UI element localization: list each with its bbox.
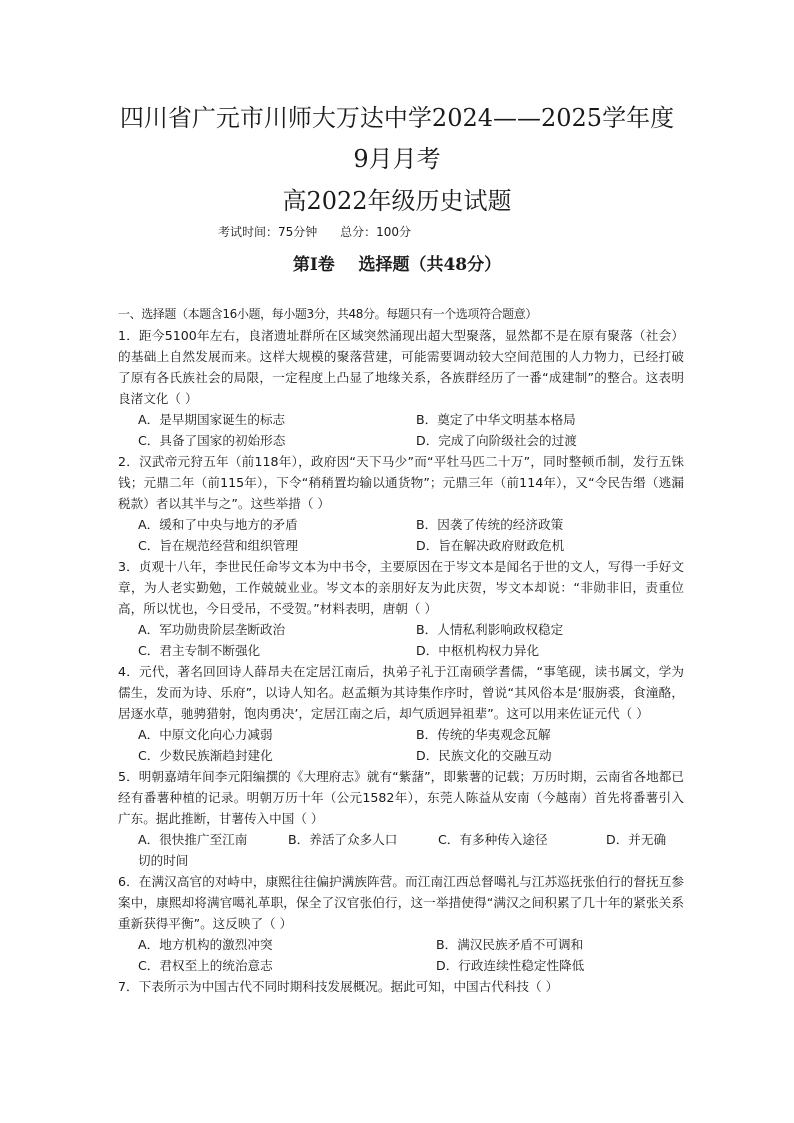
question-5-stem: 5．明朝嘉靖年间李元阳编撰的《大理府志》就有“紫藷”，即紫薯的记载；万历时期，云南省各地都已经有番薯种植的记录。明朝万历十年（公元1582年），东莞人陈益从安南（今越南）首先将番薯引入广东。据此推断，甘薯传入中国（ ）	[118, 769, 684, 826]
question-6-options-row1	[118, 934, 684, 955]
option-d[interactable]: D．并无确	[606, 832, 666, 847]
option-c[interactable]: C．旨在规范经营和组织管理	[138, 538, 298, 553]
question-2-options-row2	[118, 535, 684, 556]
option-a[interactable]: A．缓和了中央与地方的矛盾	[138, 517, 298, 532]
option-d[interactable]: D．旨在解决政府财政危机	[416, 538, 565, 553]
question-content	[118, 304, 684, 997]
option-d[interactable]: D．中枢机构权力异化	[416, 643, 540, 658]
question-1-options-row1	[118, 409, 684, 430]
option-b[interactable]: B．传统的华夷观念瓦解	[416, 727, 551, 742]
option-d[interactable]: D．行政连续性稳定性降低	[436, 958, 585, 973]
question-4-stem: 4．元代，著名回回诗人薛昂夫在定居江南后，执弟子礼于江南硕学耆儒，“事笔砚，读书属文，学为儒生，发而为诗、乐府”，以诗人知名。赵孟頫为其诗集作序时，曾说“其风俗本是‘服旃裘，食潼酪，居逐水草，驰骋猎射，饱肉勇决’，定居江南之后，却气质迥异祖辈”。这可以用来佐证元代（ ）	[118, 664, 684, 721]
question-5-options-row	[118, 829, 684, 850]
exam-meta: 考试时间：75分钟 总分：100分	[218, 225, 412, 239]
instructions: 一、选择题（本题含16小题，每小题3分，共48分。每题只有一个选项符合题意）	[118, 307, 537, 321]
exam-title-line1: 四川省广元市川师大万达中学2024——2025学年度	[119, 104, 675, 132]
question-2-stem: 2．汉武帝元狩五年（前118年），政府因“天下马少”而“平牡马匹二十万”，同时整顿币制，发行五铢钱；元鼎二年（前115年），下令“稍稍置均输以通货物”；元鼎三年（前114年），又“令民告缗（逃漏税款）者以其半与之”。这些举措（ ）	[118, 454, 684, 511]
exam-title-line2: 9月月考	[353, 145, 441, 173]
option-a[interactable]: A．很快推广至江南	[138, 832, 248, 847]
option-a[interactable]: A．是早期国家诞生的标志	[138, 412, 286, 427]
option-c[interactable]: C．君权至上的统治意志	[138, 958, 273, 973]
option-b[interactable]: B．养活了众多人口	[288, 832, 398, 847]
question-3-options-row2	[118, 640, 684, 661]
question-4-options-row2	[118, 745, 684, 766]
question-7-stem: 7．下表所示为中国古代不同时期科技发展概况。据此可知，中国古代科技（ ）	[118, 979, 559, 994]
question-6-options-row2	[118, 955, 684, 976]
option-b[interactable]: B．因袭了传统的经济政策	[416, 517, 564, 532]
option-b[interactable]: B．奠定了中华文明基本格局	[416, 412, 576, 427]
option-b[interactable]: B．满汉民族矛盾不可调和	[436, 937, 584, 952]
question-6-stem: 6．在满汉高官的对峙中，康熙往往偏护满族阵营。而江南江西总督噶礼与江苏巡抚张伯行的督抚互参案中，康熙却将满官噶礼革职，保全了汉官张伯行，这一举措使得“满汉之间积累了几十年的紧张关系重新获得平衡”。这反映了（ ）	[118, 874, 684, 931]
option-c[interactable]: C．少数民族渐趋封建化	[138, 748, 273, 763]
option-c[interactable]: C．有多种传入途径	[438, 832, 548, 847]
option-d-continuation: 切的时间	[138, 853, 189, 868]
option-b[interactable]: B．人情私利影响政权稳定	[416, 622, 564, 637]
exam-title-line3: 高2022年级历史试题	[282, 187, 512, 215]
option-c[interactable]: C．君主专制不断强化	[138, 643, 261, 658]
question-3-stem: 3．贞观十八年，李世民任命岑文本为中书令，主要原因在于岑文本是闻名于世的文人，写得一手好文章，为人老实勤勉，工作兢兢业业。岑文本的亲朋好友为此庆贺，岑文本却说：“非勋非旧，责重位高，所以忧也，今日受吊，不受贺。”材料表明，唐朝（ ）	[118, 559, 684, 616]
question-1-stem: 1．距今5100年左右，良渚遗址群所在区域突然涌现出超大型聚落，显然都不是在原有聚落（社会）的基础上自然发展而来。这样大规模的聚落营建，可能需要调动较大空间范围的人力物力，已经打破了原有各氏族社会的局限，一定程度上凸显了地缘关系，各族群经历了一番“成建制”的整合。这表明良渚文化（ ）	[118, 328, 684, 406]
option-d[interactable]: D．完成了向阶级社会的过渡	[416, 433, 577, 448]
option-d[interactable]: D．民族文化的交融互动	[416, 748, 552, 763]
option-c[interactable]: C．具备了国家的初始形态	[138, 433, 286, 448]
option-a[interactable]: A．军功勋贵阶层垄断政治	[138, 622, 286, 637]
question-3-options-row1	[118, 619, 684, 640]
option-a[interactable]: A．地方机构的激烈冲突	[138, 937, 273, 952]
question-1-options-row2	[118, 430, 684, 451]
option-a[interactable]: A．中原文化向心力减弱	[138, 727, 273, 742]
question-4-options-row1	[118, 724, 684, 745]
question-2-options-row1	[118, 514, 684, 535]
section-heading: 第Ⅰ卷 选择题（共48分）	[292, 255, 502, 275]
